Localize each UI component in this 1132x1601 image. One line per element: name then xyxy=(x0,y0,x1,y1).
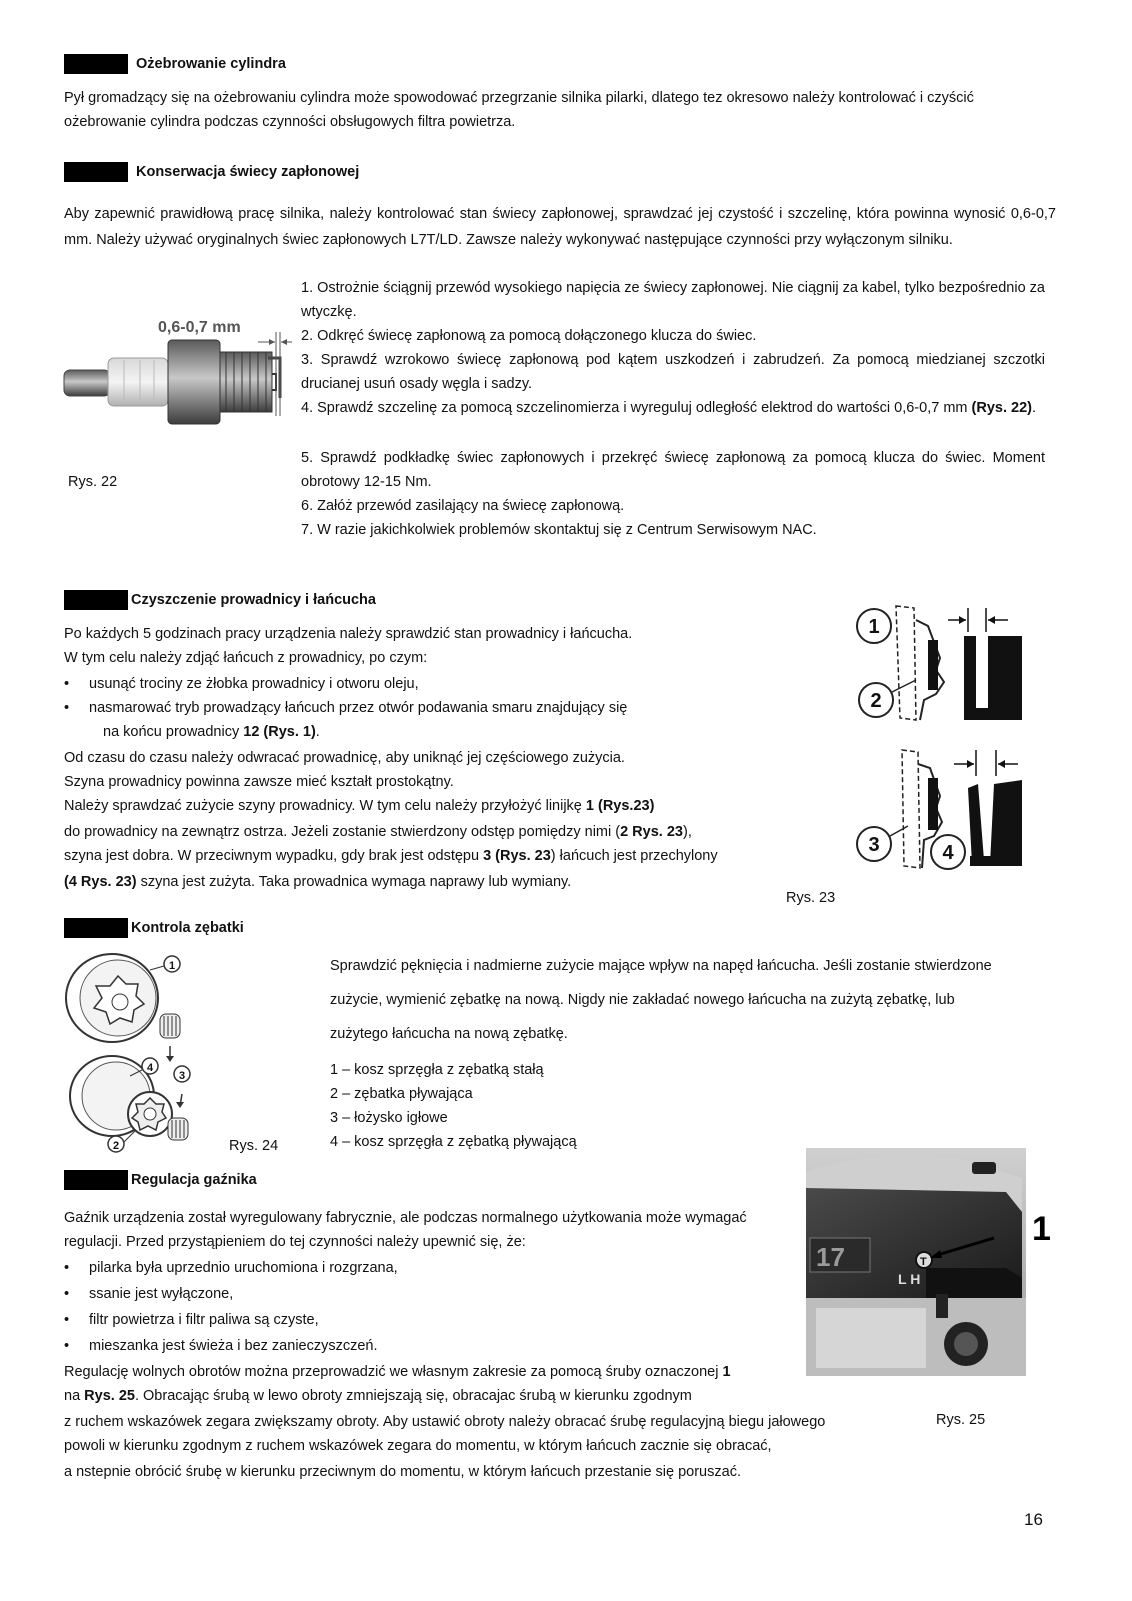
paragraph: Gaźnik urządzenia został wyregulowany fabrycznie, ale podczas normalnego użytkowania może wymagać xyxy=(64,1210,747,1226)
paragraph: na Rys. 25. Obracając śrubą w lewo obroty zmniejszają się, obracajac śrubą w kierunku zgodnym xyxy=(64,1388,692,1404)
paragraph: W tym celu należy zdjąć łańcuch z prowadnicy, po czym: xyxy=(64,650,428,666)
callout-number: 1 xyxy=(168,960,176,972)
paragraph: z ruchem wskazówek zegara zwiększamy obroty. Aby ustawić obroty należy obracać śrubę regulacyjną biegu jałowego xyxy=(64,1414,826,1430)
paragraph: szyna jest dobra. W przeciwnym wypadku, gdy brak jest odstępu 3 (Rys. 23) łańcuch jest przechylony xyxy=(64,848,718,864)
list-item: 2 – zębatka pływająca xyxy=(330,1086,473,1102)
paragraph: Należy sprawdzać zużycie szyny prowadnicy. W tym celu należy przyłożyć linijkę 1 (Rys.23) xyxy=(64,798,655,814)
callout-number: 2 xyxy=(112,1140,120,1152)
step-item: 2. Odkręć świecę zapłonową za pomocą dołączonego klucza do świec. xyxy=(301,328,757,344)
paragraph: Aby zapewnić prawidłową pracę silnika, należy kontrolować stan świecy zapłonowej, sprawdzać jej czystość i szczelinę, która powinna wynosić 0,6-0,7 mm. Należy używać oryginalnych świec zapłonowych L7T/LD. Zawsze należy wykonywać następujące czynności przy wyłączonym silniku. xyxy=(64,206,1056,248)
paragraph: Pył gromadzący się na ożebrowaniu cylindra może spowodować przegrzanie silnika pilarki, dlatego tez okresowo należy kontrolować i czyścić xyxy=(64,90,974,106)
section-marker xyxy=(64,162,128,182)
bullet-item: • ssanie jest wyłączone, xyxy=(89,1282,233,1306)
paragraph: regulacji. Przed przystąpieniem do tej czynności należy upewnić się, że: xyxy=(64,1234,526,1250)
figure-caption: Rys. 25 xyxy=(936,1412,986,1428)
list-item: 3 – łożysko igłowe xyxy=(330,1110,448,1126)
section-marker xyxy=(64,590,128,610)
step-item: 7. W razie jakichkolwiek problemów skontaktuj się z Centrum Serwisowym NAC. xyxy=(301,522,817,538)
section-title-sprocket: Kontrola zębatki xyxy=(131,920,244,936)
bullet-item: • pilarka była uprzednio uruchomiona i rozgrzana, xyxy=(89,1256,398,1280)
paragraph: zużytego łańcucha na nową zębatkę. xyxy=(330,1026,568,1042)
paragraph: Sprawdzić pęknięcia i nadmierne zużycie mające wpływ na napęd łańcucha. Jeśli zostanie stwierdzone xyxy=(330,958,992,974)
step-item: 5. Sprawdź podkładkę świec zapłonowych i przekręć świecę zapłonową za pomocą klucza do świec. Moment obrotowy 12-15 Nm. xyxy=(301,450,1045,490)
paragraph: a nstepnie obrócić śrubę w kierunku przeciwnym do momentu, w którym łańcuch przestanie się poruszać. xyxy=(64,1464,741,1480)
callout-number: 3 xyxy=(178,1070,186,1082)
screw-mark-lh: L H xyxy=(898,1271,921,1287)
callout-number: 4 xyxy=(942,842,954,864)
page-number: 16 xyxy=(1024,1510,1043,1529)
figure-caption: Rys. 24 xyxy=(229,1138,279,1154)
bullet-item: • nasmarować tryb prowadzący łańcuch przez otwór podawania smaru znajdujący się xyxy=(89,696,627,720)
gap-dimension-label: 0,6-0,7 mm xyxy=(158,319,241,336)
guide-bar-wear-figure xyxy=(844,600,1044,876)
sprocket-figure xyxy=(64,946,224,1156)
callout-number: 4 xyxy=(146,1062,154,1074)
paragraph: Szyna prowadnicy powinna zawsze mieć kształt prostokątny. xyxy=(64,774,454,790)
paragraph: ożebrowanie cylindra podczas czynności obsługowych filtra powietrza. xyxy=(64,114,516,130)
bullet-continuation: na końcu prowadnicy 12 (Rys. 1). xyxy=(103,724,320,740)
model-badge: 17 xyxy=(816,1242,845,1272)
step-item: 4. Sprawdź szczelinę za pomocą szczelinomierza i wyreguluj odległość elektrod do wartości 0,6-0,7 mm (Rys. 22). xyxy=(301,400,1036,416)
list-item: 4 – kosz sprzęgła z zębatką pływającą xyxy=(330,1134,577,1150)
paragraph: Regulację wolnych obrotów można przeprowadzić we własnym zakresie za pomocą śruby oznaczonej 1 xyxy=(64,1364,731,1380)
figure-caption: Rys. 22 xyxy=(68,474,118,490)
paragraph: do prowadnicy na zewnątrz ostrza. Jeżeli zostanie stwierdzony odstęp pomiędzy nimi (2 Rys. 23), xyxy=(64,824,692,840)
callout-number: 2 xyxy=(870,690,882,712)
paragraph: Po każdych 5 godzinach pracy urządzenia należy sprawdzić stan prowadnicy i łańcucha. xyxy=(64,626,633,642)
bullet-item: • usunąć trociny ze żłobka prowadnicy i otworu oleju, xyxy=(89,672,419,696)
section-marker xyxy=(64,918,128,938)
list-item: 1 – kosz sprzęgła z zębatką stałą xyxy=(330,1062,544,1078)
paragraph: zużycie, wymienić zębatkę na nową. Nigdy nie zakładać nowego łańcucha na zużytą zębatkę, lub xyxy=(330,992,955,1008)
section-title-cylinder-fins: Ożebrowanie cylindra xyxy=(136,56,286,72)
callout-number: 3 xyxy=(868,834,880,856)
step-item: 6. Załóż przewód zasilający na świecę zapłonową. xyxy=(301,498,625,514)
section-title-spark-plug: Konserwacja świecy zapłonowej xyxy=(136,164,360,180)
step-item: 1. Ostrożnie ściągnij przewód wysokiego napięcia ze świecy zapłonowej. Nie ciągnij za kabel, tylko bezpośrednio za wtyczkę. xyxy=(301,280,1045,320)
figure-caption: Rys. 23 xyxy=(786,890,836,906)
section-title-carburetor: Regulacja gaźnika xyxy=(131,1172,257,1188)
bullet-item: • filtr powietrza i filtr paliwa są czyste, xyxy=(89,1308,319,1332)
callout-number: 1 xyxy=(1032,1210,1051,1248)
section-marker xyxy=(64,1170,128,1190)
bullet-item: • mieszanka jest świeża i bez zanieczyszczeń. xyxy=(89,1334,378,1358)
paragraph: Od czasu do czasu należy odwracać prowadnicę, aby uniknąć jej częściowego zużycia. xyxy=(64,750,625,766)
paragraph: (4 Rys. 23) szyna jest zużyta. Taka prowadnica wymaga naprawy lub wymiany. xyxy=(64,874,572,890)
callout-number: 1 xyxy=(868,616,880,638)
section-title-guide-bar: Czyszczenie prowadnicy i łańcucha xyxy=(131,592,376,608)
paragraph: powoli w kierunku zgodnym z ruchem wskazówek zegara do momentu, w którym łańcuch zacznie się obracać, xyxy=(64,1438,772,1454)
screw-mark-t: T xyxy=(920,1256,927,1268)
step-item: 3. Sprawdź wzrokowo świecę zapłonową pod kątem uszkodzeń i zabrudzeń. Za pomocą miedzianej szczotki drucianej usuń osady węgla i sadzy. xyxy=(301,352,1045,392)
carburetor-photo xyxy=(806,1148,1068,1376)
section-marker xyxy=(64,54,128,74)
